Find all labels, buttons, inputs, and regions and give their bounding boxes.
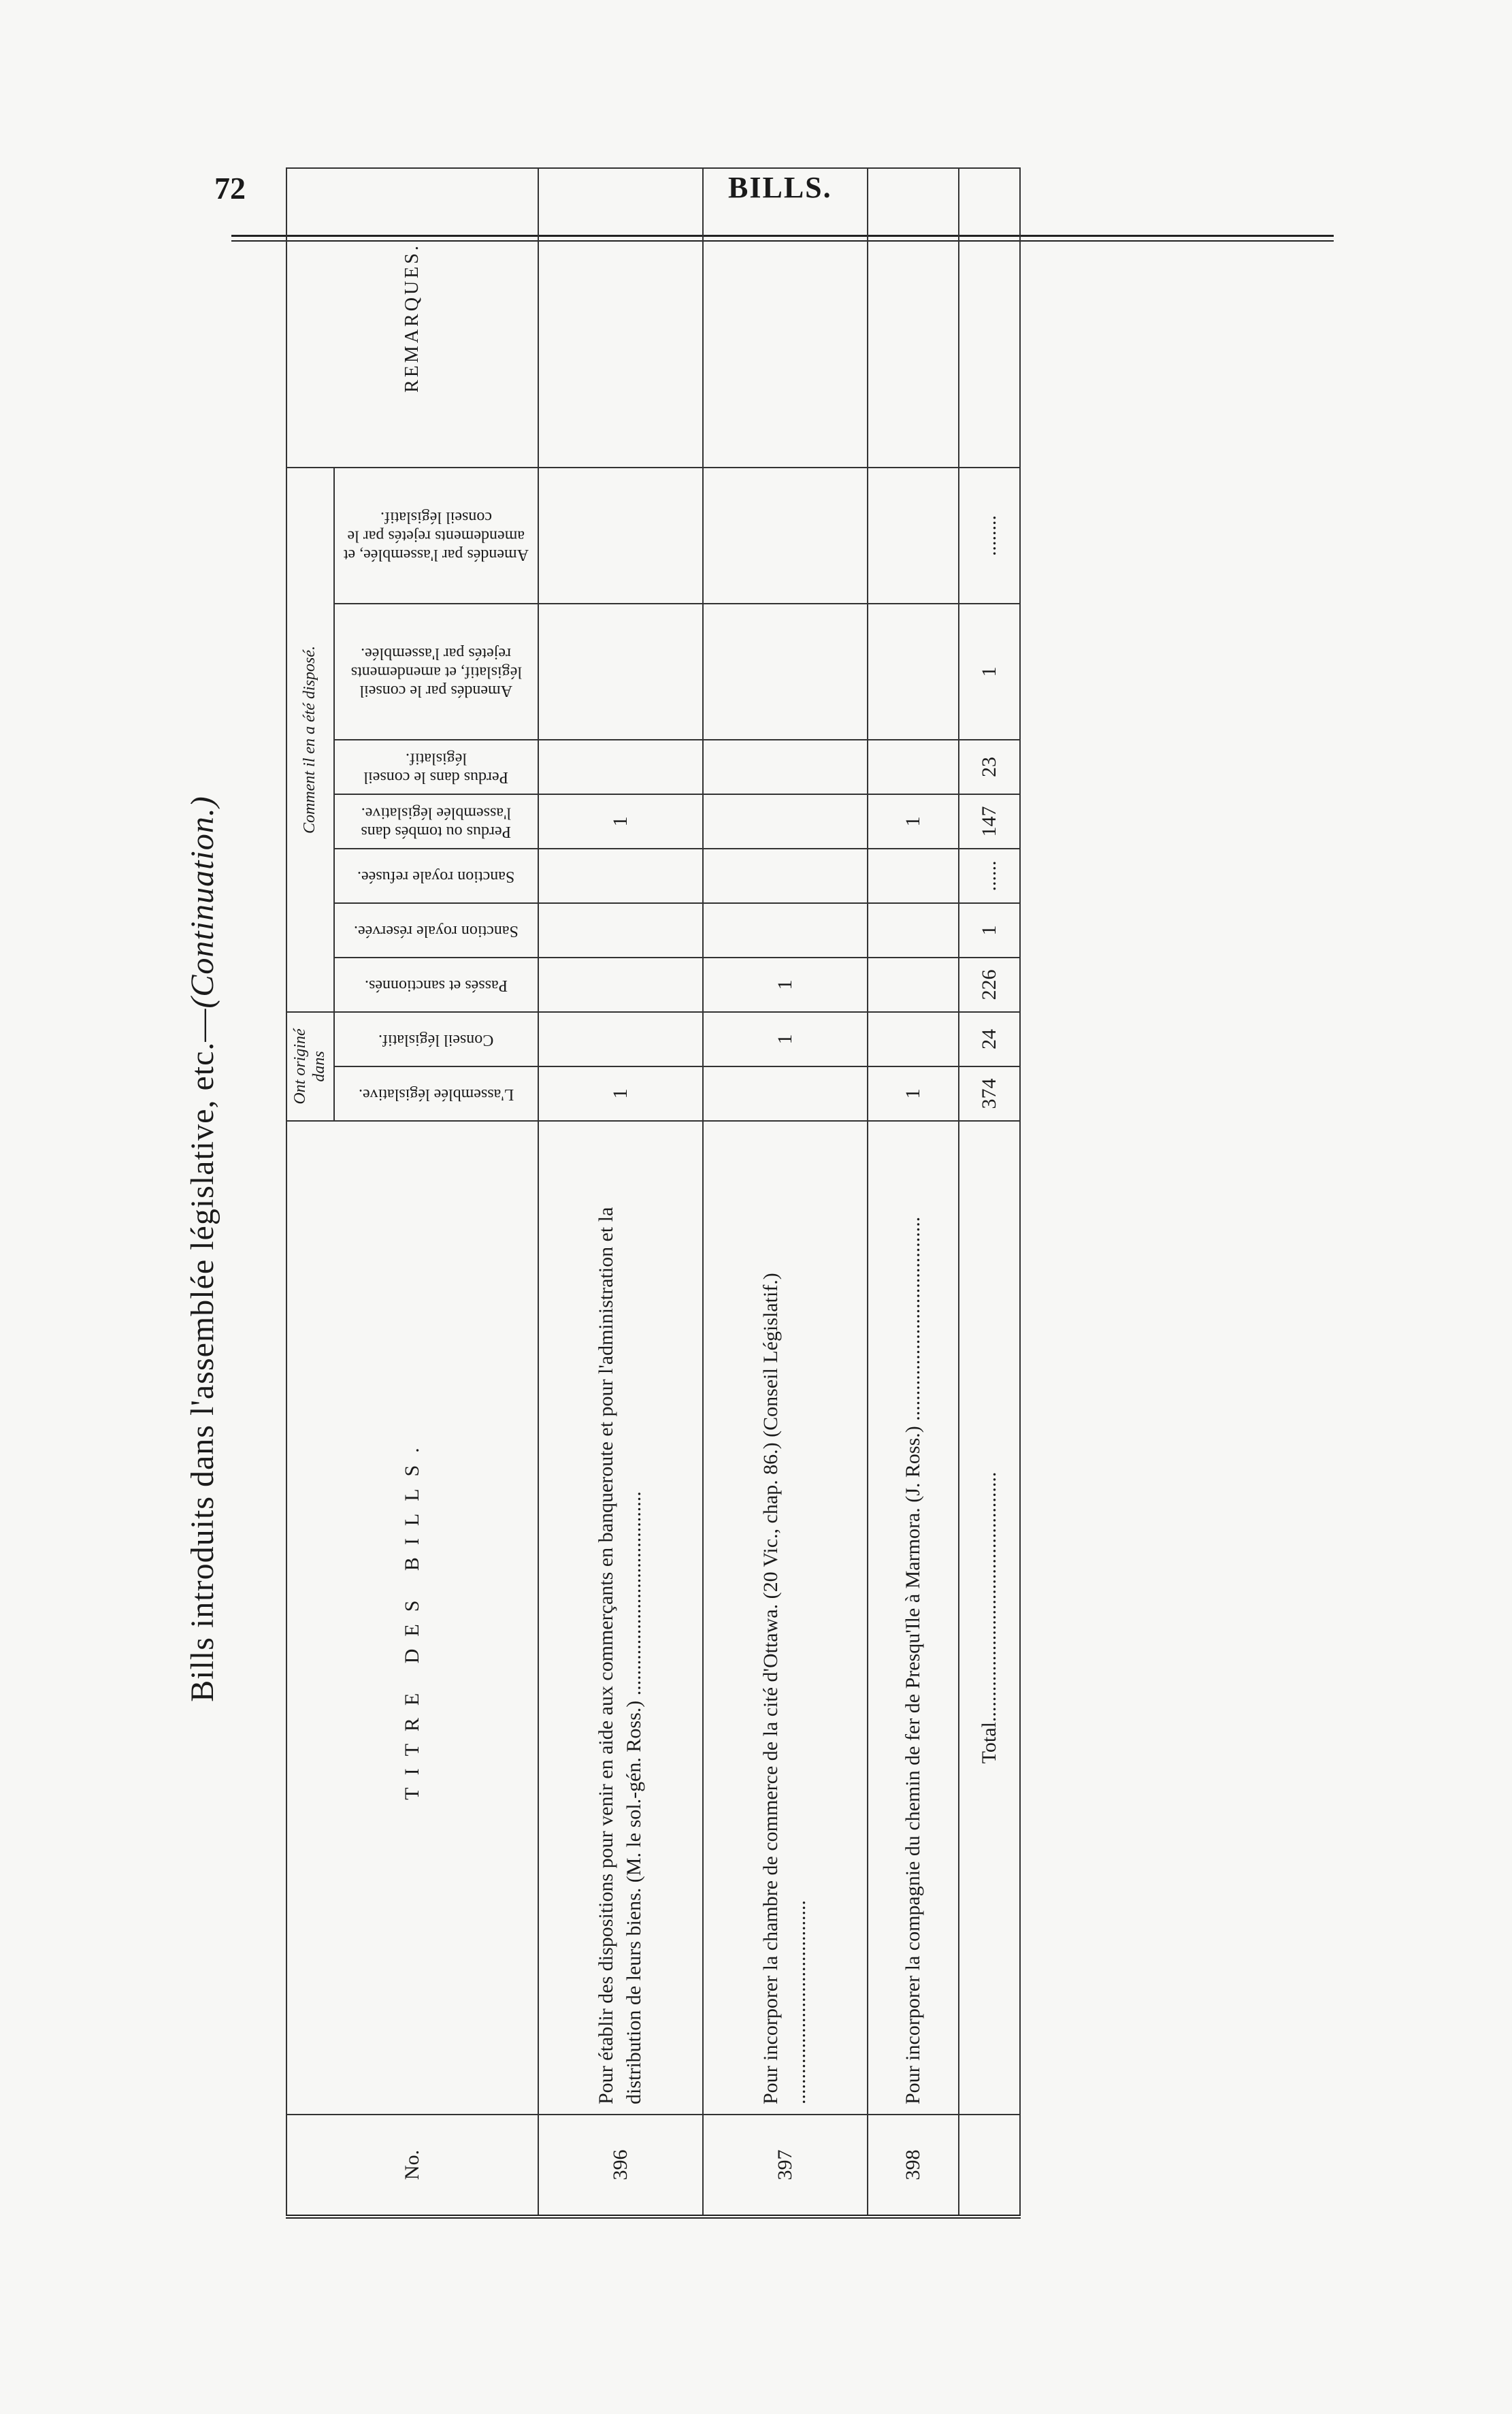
column-header-refused: Sanction royale refusée. [334,849,538,903]
cell-assembly [703,1066,868,1121]
table-row [703,168,868,2217]
total-remarks [959,168,1020,468]
cell-amended-council [868,604,959,740]
cell-reserved [538,903,703,958]
cell-refused [703,849,868,903]
column-header-passed: Passés et sanctionnés. [334,958,538,1012]
column-header-dropped-council: Perdus dans le conseil législatif. [334,740,538,794]
row-number: 396 [538,2115,703,2217]
cell-refused [538,849,703,903]
cell-remarks [868,168,959,468]
table-row [868,168,959,2217]
column-header-no: No. [286,2115,538,2217]
cell-reserved [703,903,868,958]
total-spacer [959,2115,1020,2217]
bills-table [286,167,1021,2219]
column-header-council: Conseil législatif. [334,1012,538,1066]
row-number: 398 [868,2115,959,2217]
total-row [959,168,1020,2217]
cell-assembly: 1 [538,1066,703,1121]
column-header-assembly: L'assemblée législative. [334,1066,538,1121]
rotated-table-block [184,243,1021,2219]
caption-continuation: (Continuation.) [184,796,220,1009]
row-title: Pour incorporer la compagnie du chemin de fer de Presqu'Ile à Marmora. (J. Ross.) ........................................ [868,1121,959,2115]
running-title: BILLS. [728,171,832,204]
column-header-dropped-assembly: Perdus ou tombés dans l'assemblée législative. [334,794,538,849]
total-amended-council: 1 [959,604,1020,740]
total-reserved: 1 [959,903,1020,958]
cell-reserved [868,903,959,958]
cell-amended-assembly [868,468,959,604]
column-header-reserved: Sanction royale réservée. [334,903,538,958]
total-assembly: 374 [959,1066,1020,1121]
table-row [538,168,703,2217]
row-number: 397 [703,2115,868,2217]
column-group-disposition: Comment il en a été disposé. [286,468,334,1012]
total-label: Total................................................. [959,1121,1020,2115]
cell-dropped-assembly [703,794,868,849]
cell-council [538,1012,703,1066]
cell-amended-council [703,604,868,740]
column-header-amended-council: Amendés par le conseil législatif, et amendements rejetés par l'assemblée. [334,604,538,740]
cell-refused [868,849,959,903]
total-amended-assembly: ........ [959,468,1020,604]
column-group-origin: Ont originé dans [286,1012,334,1121]
cell-dropped-assembly: 1 [538,794,703,849]
cell-passed: 1 [703,958,868,1012]
caption-text: Bills introduits dans l'assemblée législative, etc.— [184,1008,220,1702]
total-dropped-assembly: 147 [959,794,1020,849]
cell-dropped-council [538,740,703,794]
total-dropped-council: 23 [959,740,1020,794]
column-header-title: TITRE DES BILLS. [286,1121,538,2115]
cell-remarks [538,168,703,468]
column-header-remarks: REMARQUES. [286,168,538,468]
cell-council: 1 [703,1012,868,1066]
column-header-amended-assembly: Amendés par l'assemblée, et amendements rejetés par le conseil législatif. [334,468,538,604]
cell-remarks [703,168,868,468]
total-refused: ...... [959,849,1020,903]
cell-dropped-assembly: 1 [868,794,959,849]
total-passed: 226 [959,958,1020,1012]
cell-passed [868,958,959,1012]
row-title: Pour établir des dispositions pour venir en aide aux commerçants en banqueroute et pour l'administration et la distribution de leurs biens. (M. le sol.-gén. Ross.) ........................................ [538,1121,703,2115]
cell-amended-assembly [538,468,703,604]
cell-dropped-council [868,740,959,794]
cell-passed [538,958,703,1012]
cell-assembly: 1 [868,1066,959,1121]
total-council: 24 [959,1012,1020,1066]
cell-amended-council [538,604,703,740]
cell-dropped-council [703,740,868,794]
page-number: 72 [214,171,246,206]
cell-council [868,1012,959,1066]
table-caption [184,279,221,2219]
row-title: Pour incorporer la chambre de commerce de la cité d'Ottawa. (20 Vic., chap. 86.) (Conseil Législatif.) ........................................ [703,1121,868,2115]
cell-amended-assembly [703,468,868,604]
